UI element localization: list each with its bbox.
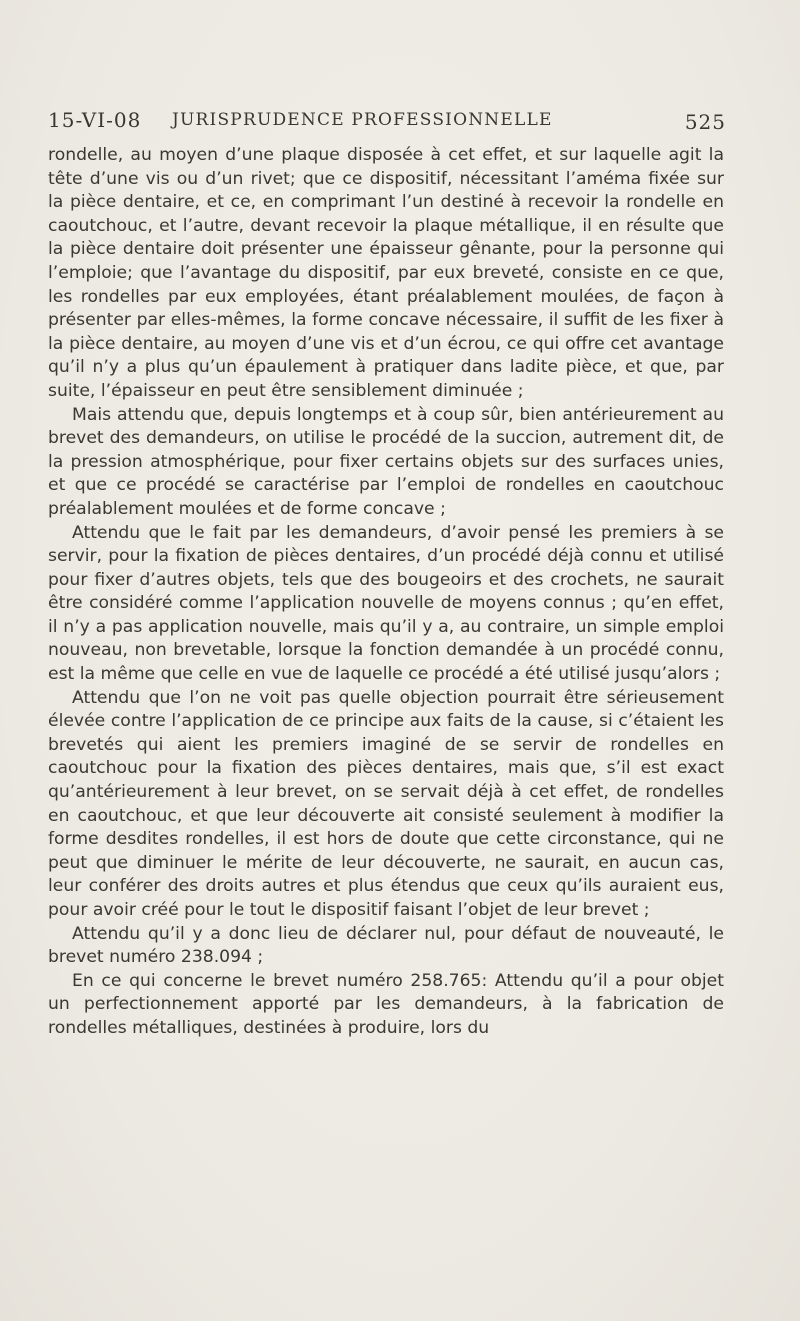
paragraph-attendu-fait: Attendu que le fait par les demandeurs, d’avoir pensé les premiers à se servir, pour la fixation de pièces dentaires, d’un procédé déjà connu et utilisé pour fixer d’autres objets, tels que des bougeoirs et des crochets, ne saurait être considéré comme l’application nouvelle de moyens connus ; qu’en effet, il n’y a pas application nouvelle, mais qu’il y a, au contraire, un simple emploi nouveau, non brevetable, lorsque la fonction demandée à un procédé connu, est la même que celle en vue de laquelle ce procédé a été utilisé jusqu’alors ; [48,522,724,685]
header-date: 15-VI-08 [48,108,142,132]
paragraph-mais-attendu: Mais attendu que, depuis longtemps et à coup sûr, bien antérieurement au brevet des demandeurs, on utilise le procédé de la succion, autrement dit, de la pression atmosphérique, pour fixer certains objets sur des surfaces unies, et que ce procédé se caractérise par l’emploi de rondelles en caoutchouc préalablement moulées et de forme concave ; [48,404,724,519]
running-header [48,104,756,138]
page-number: 525 [684,110,726,134]
paragraph-attendu-nullite: Attendu qu’il y a donc lieu de déclarer nul, pour défaut de nouveauté, le brevet numéro 238.094 ; [48,923,724,968]
body-text [48,144,724,1041]
header-title: JURISPRUDENCE PROFESSIONNELLE [172,110,553,130]
paragraph-attendu-objection: Attendu que l’on ne voit pas quelle objection pourrait être sérieusement élevée contre l’application de ce principe aux faits de la cause, si c’étaient les brevetés qui aient les premiers imaginé de se servir de rondelles en caoutchouc pour la fixation des pièces dentaires, mais que, s’il est exact qu’antérieurement à leur brevet, on se servait déjà à cet effet, de rondelles en caoutchouc, et que leur découverte ait consisté seulement à modifier la forme desdites rondelles, il est hors de doute que cette circonstance, qui ne peut que diminuer le mérite de leur découverte, ne saurait, en aucun cas, leur conférer des droits autres et plus étendus que ceux qu’ils auraient eus, pour avoir créé pour le tout le dispositif faisant l’objet de leur brevet ; [48,687,724,920]
paragraph-continuation: rondelle, au moyen d’une plaque disposée à cet effet, et sur laquelle agit la tête d’une vis ou d’un rivet; que ce dispositif, nécessitant l’améma fixée sur la pièce dentaire, et ce, en comprimant l’un destiné à recevoir la rondelle en caoutchouc, et l’autre, devant recevoir la plaque métallique, il en résulte que la pièce dentaire doit présenter une épaisseur gênante, pour la personne qui l’emploie; que l’avantage du dispositif, par eux breveté, consiste en ce que, les rondelles par eux employées, étant préalablement moulées, de façon à présenter par elles-mêmes, la forme concave nécessaire, il suffit de les fixer à la pièce dentaire, au moyen d’une vis et d’un écrou, ce qui offre cet avantage qu’il n’y a plus qu’un épaulement à pratiquer dans ladite pièce, et que, par suite, l’épaisseur en peut être sensiblement diminuée ; [48,145,724,401]
paragraph-brevet-258765: En ce qui concerne le brevet numéro 258.765: Attendu qu’il a pour objet un perfectionnement apporté par les demandeurs, à la fabrication de rondelles métalliques, destinées à produire, lors du [48,970,724,1038]
